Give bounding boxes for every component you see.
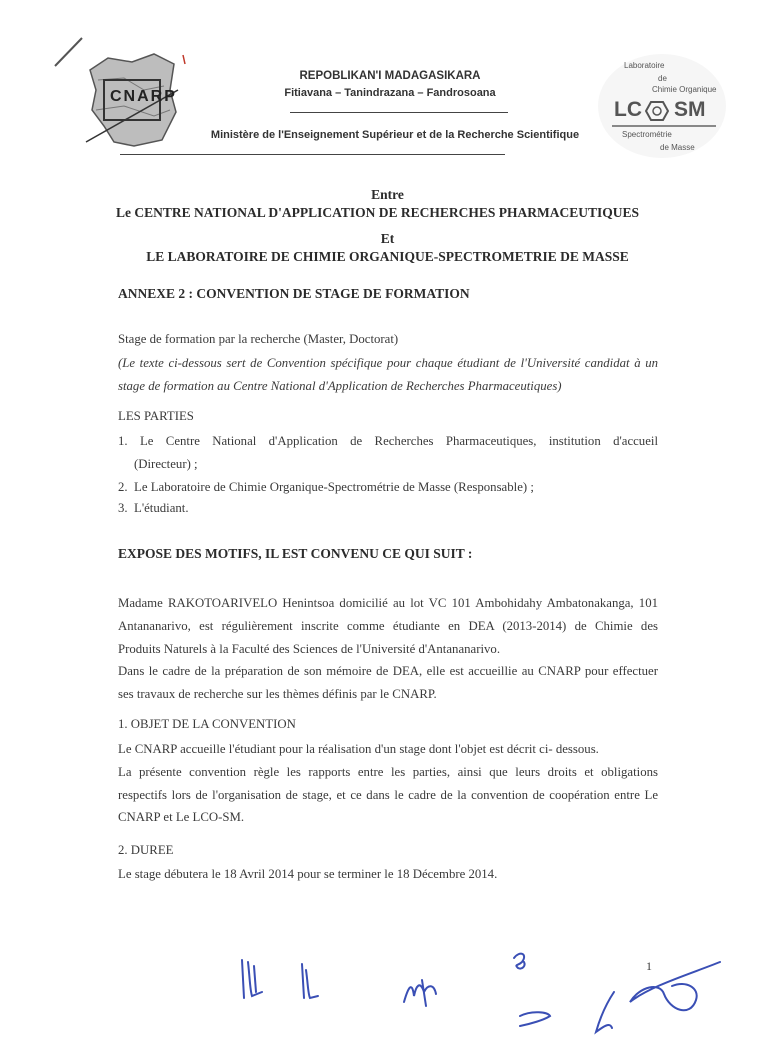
- parties-item-1a: 1. Le Centre National d'Application de Recherches Pharmaceutiques, institution d'accueil: [118, 434, 658, 448]
- header-divider-1: [290, 112, 508, 113]
- section2-heading: 2. DUREE: [118, 843, 174, 857]
- lcosm-line3: Chimie Organique: [652, 85, 717, 94]
- header-country: REPOBLIKAN'I MADAGASIKARA: [299, 70, 481, 82]
- section1-line2: La présente convention règle les rapports entre les parties, ainsi que leurs droits et obligations: [118, 765, 658, 779]
- title-party2: LE LABORATOIRE DE CHIMIE ORGANIQUE-SPECTROMETRIE DE MASSE: [146, 249, 629, 264]
- section1-heading: 1. OBJET DE LA CONVENTION: [118, 717, 296, 731]
- parties-heading: LES PARTIES: [118, 409, 194, 423]
- header-motto: Fitiavana – Tanindrazana – Fandrosoana: [284, 87, 496, 99]
- expose-heading: EXPOSE DES MOTIFS, IL EST CONVENU CE QUI SUIT :: [118, 546, 473, 561]
- lcosm-line1: Laboratoire: [624, 61, 665, 70]
- parties-item-1b: (Directeur) ;: [134, 457, 198, 471]
- lcosm-main-left: LC: [614, 98, 642, 121]
- lcosm-line5: de Masse: [660, 143, 695, 152]
- section1-line4: CNARP et Le LCO-SM.: [118, 810, 245, 824]
- lcosm-underline: [612, 125, 716, 127]
- stage-intro-line: Stage de formation par la recherche (Master, Doctorat): [118, 332, 399, 346]
- parties-item-3: 3. L'étudiant.: [118, 501, 189, 515]
- parties-item-2: 2. Le Laboratoire de Chimie Organique-Spectrométrie de Masse (Responsable) ;: [118, 480, 534, 494]
- title-et: Et: [380, 231, 395, 246]
- lcosm-line2: de: [658, 74, 667, 83]
- header-divider-2: [120, 154, 505, 155]
- expose-p1-line2: Antananarivo, est régulièrement inscrite comme étudiante en DEA (2013-2014) de Chimie des: [118, 619, 658, 633]
- lcosm-logo: [598, 54, 726, 158]
- expose-p1-line1: Madame RAKOTOARIVELO Henintsoa domicilié au lot VC 101 Ambohidahy Ambatonakanga, 101: [118, 596, 658, 610]
- page-number: 1: [646, 959, 652, 973]
- cnarp-logo-text: CNARP: [110, 88, 177, 105]
- section2-line1: Le stage débutera le 18 Avril 2014 pour se terminer le 18 Décembre 2014.: [118, 867, 498, 881]
- expose-p2-line2: ses travaux de recherche sur les thèmes définis par le CNARP.: [118, 687, 437, 701]
- stage-intro-note-2: stage de formation au Centre National d'Application de Recherches Pharmaceutiques): [118, 379, 562, 393]
- header-ministry: Ministère de l'Enseignement Supérieur et de la Recherche Scientifique: [210, 129, 580, 141]
- annex-title: ANNEXE 2 : CONVENTION DE STAGE DE FORMATION: [118, 286, 470, 301]
- lcosm-line4: Spectrométrie: [622, 130, 672, 139]
- section1-line3: respectifs lors de l'organisation de stage, et ce dans le cadre de la convention de coopération entre Le: [118, 788, 658, 802]
- stage-intro-note-1: (Le texte ci-dessous sert de Convention spécifique pour chaque étudiant de l'Université candidat à un: [118, 356, 658, 370]
- hexagon-molecule-icon: [645, 101, 669, 121]
- expose-p1-line3: Produits Naturels à la Faculté des Sciences de l'Université d'Antananarivo.: [118, 642, 501, 656]
- title-party1: Le CENTRE NATIONAL D'APPLICATION DE RECHERCHES PHARMACEUTIQUES: [115, 205, 640, 220]
- section1-line1: Le CNARP accueille l'étudiant pour la réalisation d'un stage dont l'objet est décrit ci- dessous.: [118, 742, 599, 756]
- title-entre: Entre: [371, 187, 404, 202]
- expose-p2-line1: Dans le cadre de la préparation de son mémoire de DEA, elle est accueillie au CNARP pour effectuer: [118, 664, 658, 678]
- lcosm-main-right: SM: [674, 98, 706, 121]
- cnarp-logo: [84, 50, 180, 150]
